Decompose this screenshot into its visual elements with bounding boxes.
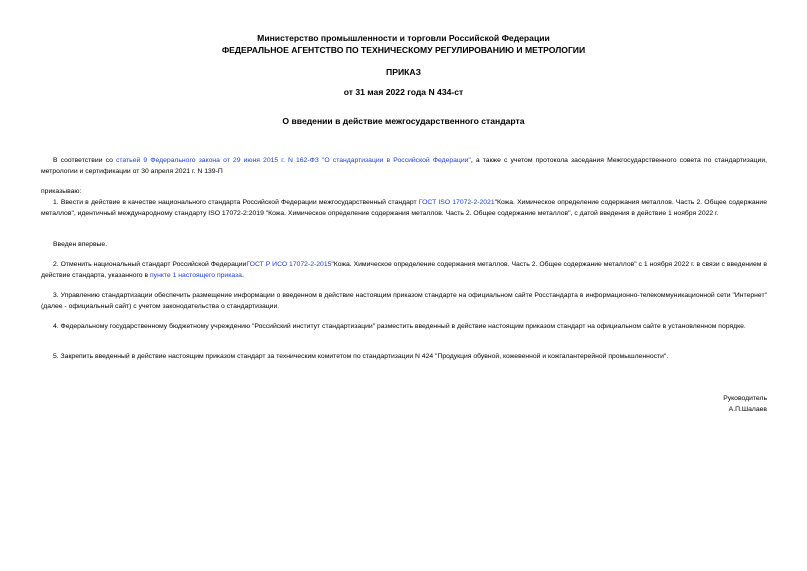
item-1-paragraph (41, 197, 767, 219)
item-4-paragraph: 4. Федеральному государственному бюджетному учреждению "Российский институт стандартизации" разместить введенный в действие настоящим приказом стандарт на официальном сайте в установленном порядке. (53, 323, 746, 330)
item-1-text: 1. Ввести в действие в качестве национального стандарта Российской Федерации межгосударственный стандарт (53, 199, 419, 206)
preamble-text-end: , а также с учетом протокола заседания Межгосударственного совета по стандартизации, метрологии и сертификации от 30 апреля 2021 г. N 139-П (41, 157, 768, 176)
gost-r-iso-17072-2-2015-link[interactable]: ГОСТ Р ИСО 17072-2-2015 (246, 261, 332, 268)
ministry-name: Министерство промышленности и торговли Российской Федерации (257, 33, 550, 43)
item-2-text-mid: "Кожа. Химическое определение содержания металлов. Часть 2. Общее содержание металлов" с 1 ноября 2022 г. в связи с введением в действие стандарта, указанного в (41, 261, 767, 280)
document-title: О введении в действие межгосударственного стандарта (282, 116, 525, 126)
preamble-paragraph (41, 155, 767, 177)
item-2-text-end: . (241, 272, 244, 280)
item-2-text: 2. Отменить национальный стандарт Российской Федерации (53, 261, 247, 268)
item-1-text-end: "Кожа. Химическое определение содержания металлов. Часть 2. Общее содержание металлов", идентичный международному стандарту ISO 17072-2:2019 "Кожа. Химическое определение содержания металлов. Часть 2. Общее содержание металлов", с датой введения в действие 1 ноября 2022 г. (41, 199, 768, 218)
order-item-1-link[interactable]: пункте 1 настоящего приказа (149, 272, 242, 280)
item-5-paragraph: 5. Закрепить введенный в действие настоящим приказом стандарт за техническим комитетом по стандартизации N 424 "Продукция обувной, кожевенной и кожгалантерейной промышленности". (53, 353, 669, 360)
federal-law-link[interactable]: статьей 9 Федерального закона от 29 июня 2015 г. N 162-ФЗ "О стандартизации в Российской Федерации" (116, 157, 471, 164)
agency-name: ФЕДЕРАЛЬНОЕ АГЕНТСТВО ПО ТЕХНИЧЕСКОМУ РЕГУЛИРОВАНИЮ И МЕТРОЛОГИИ (221, 45, 586, 55)
item-2-paragraph (41, 259, 767, 281)
first-introduced-note: Введен впервые. (53, 241, 108, 248)
item-3-paragraph: 3. Управлению стандартизации обеспечить размещение информации о введенном в действие настоящим приказом стандарте на официальном сайте Росстандарта в информационно-телекоммуникационной сети "Интернет" (далее - официальный сайт) с учетом законодательства о стандартизации. (41, 292, 767, 311)
preamble-text: В соответствии со (53, 157, 116, 164)
document-date-number: от 31 мая 2022 года N 434-ст (343, 87, 464, 97)
document-type: ПРИКАЗ (386, 67, 421, 77)
gost-iso-17072-2-2021-link[interactable]: ГОСТ ISO 17072-2-2021 (418, 199, 495, 206)
signature-name: А.П.Шалаев (728, 406, 767, 413)
signature-role: Руководитель (723, 395, 767, 402)
order-word: приказываю: (41, 188, 82, 195)
